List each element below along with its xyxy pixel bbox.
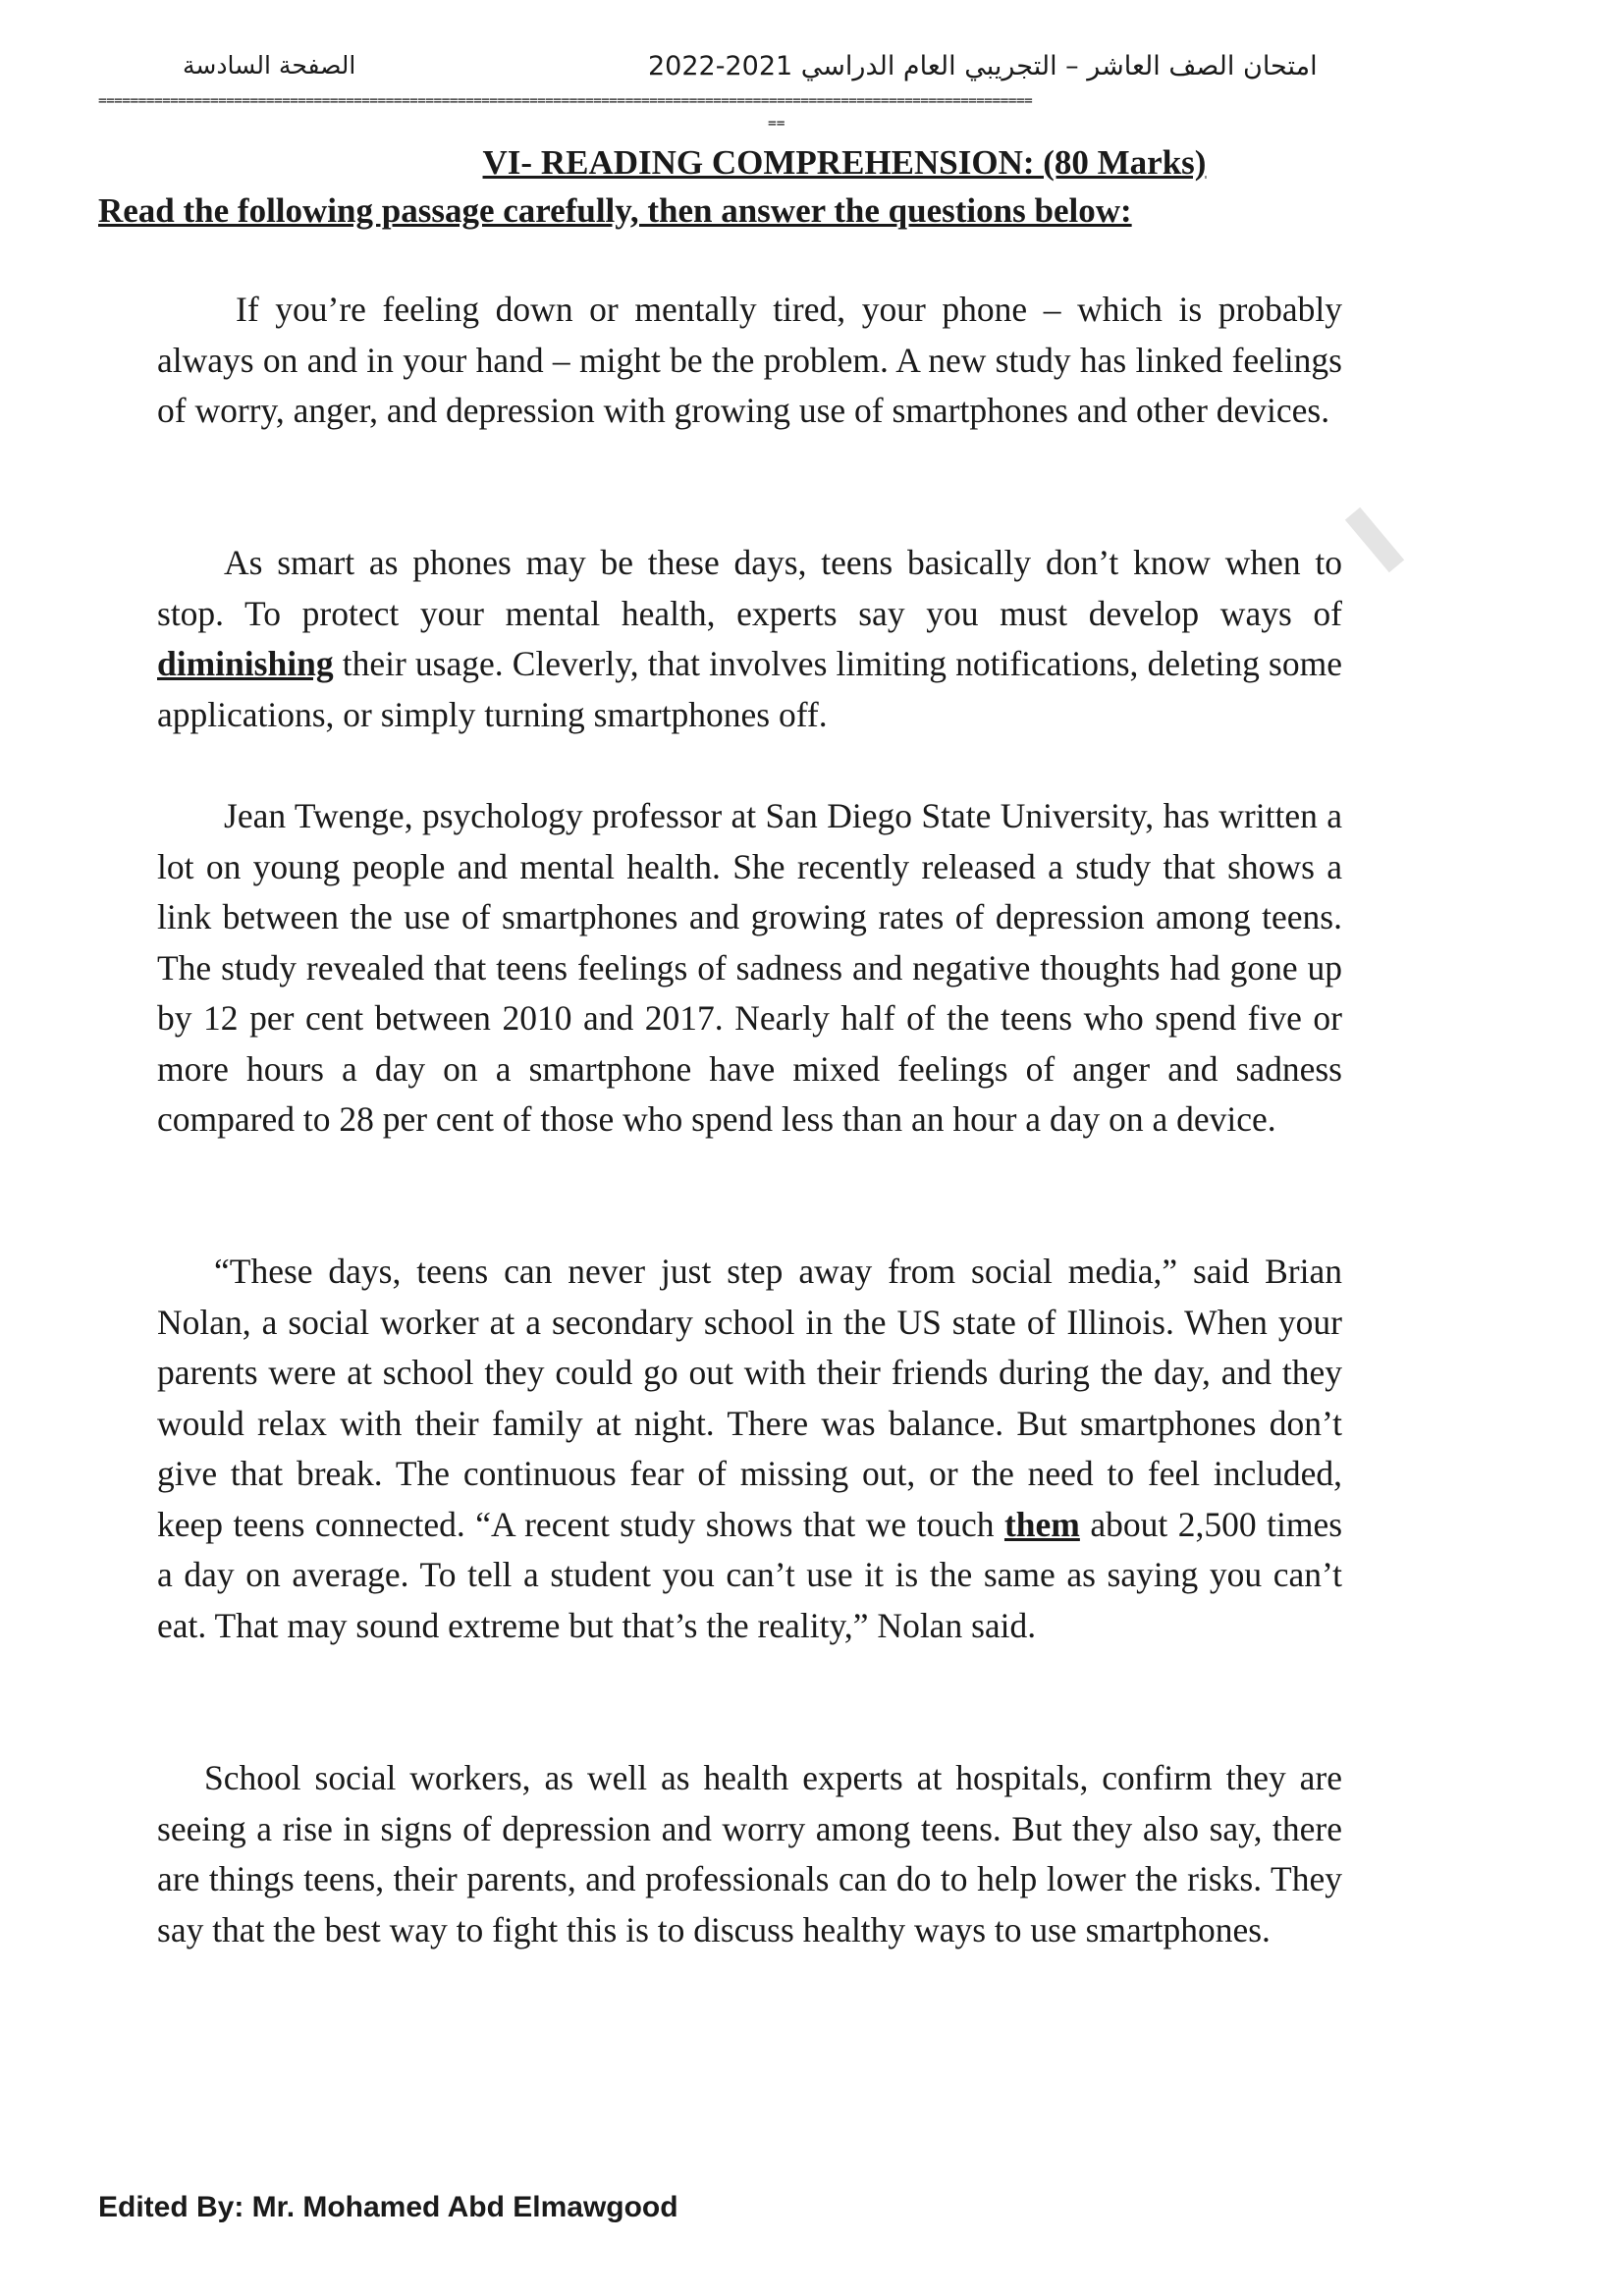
instruction: Read the following passage carefully, then answer the questions below: — [98, 191, 1132, 230]
keyword-them: them — [1003, 1504, 1080, 1544]
passage-paragraph-3: Jean Twenge, psychology professor at San Diego State University, has written a lot on young people and mental health. She recently released a study that shows a link between the use of smartphones and growing rates of depression among teens. The study revealed that teens feelings of sadness and negative thoughts had gone up by 12 per cent between 2010 and 2017. Nearly half of the teens who spend five or more hours a day on a smartphone have mixed feelings of anger and sadness compared to 28 per cent of those who spend less than an hour a day on a device. — [157, 796, 1342, 1139]
passage-paragraph-5: School social workers, as well as health experts at hospitals, confirm they are seeing a rise in signs of depression and worry among teens. But they also say, there are things teens, their parents, and professionals can do to help lower the risks. They say that the best way to fight this is to discuss healthy ways to use smartphones. — [157, 1758, 1342, 1949]
header-separator: ===================================================================================================================== — [98, 93, 1033, 109]
passage-paragraph-1: If you’re feeling down or mentally tired, your phone – which is probably always on and in your hand – might be the problem. A new study has linked feelings of worry, anger, and depression with growing use of smartphones and other devices. — [157, 290, 1342, 430]
watermark-mark — [1345, 507, 1404, 572]
page-number-label: الصفحة السادسة — [183, 51, 356, 80]
section-title — [0, 143, 1624, 183]
p2-text-before: As smart as phones may be these days, teens basically don’t know when to stop. To protect your mental health, experts say you must develop ways of — [157, 543, 1342, 633]
p4-text-after: about 2,500 times a day on average. To tell a student you can’t use it is the same as saying you can’t eat. That may sound extreme but that’s the reality,” Nolan said. — [157, 1504, 1343, 1645]
keyword-diminishing: diminishing — [157, 644, 334, 683]
header-separator-tail: == — [768, 116, 785, 132]
exam-title: امتحان الصف العاشر – التجريبي العام الدراسي 2021-2022 — [648, 51, 1318, 81]
p2-text-after: their usage. Cleverly, that involves limiting notifications, deleting some applications, or simply turning smartphones off. — [157, 644, 1342, 734]
p4-text-before: “These days, teens can never just step away from social media,” said Brian Nolan, a social worker at a secondary school in the US state of Illinois. When your parents were at school they could go out with their friends during the day, and they would relax with their family at night. There was balance. But smartphones don’t give that break. The continuous fear of missing out, or the need to feel included, keep teens connected. “A recent study shows that we touch — [157, 1252, 1342, 1544]
passage-paragraph-4 — [157, 1247, 1342, 1651]
editor-credit: Edited By: Mr. Mohamed Abd Elmawgood — [98, 2191, 678, 2223]
section-title-text: VI- READING COMPREHENSION: (80 Marks) — [482, 143, 1207, 182]
passage-paragraph-2 — [157, 538, 1342, 740]
